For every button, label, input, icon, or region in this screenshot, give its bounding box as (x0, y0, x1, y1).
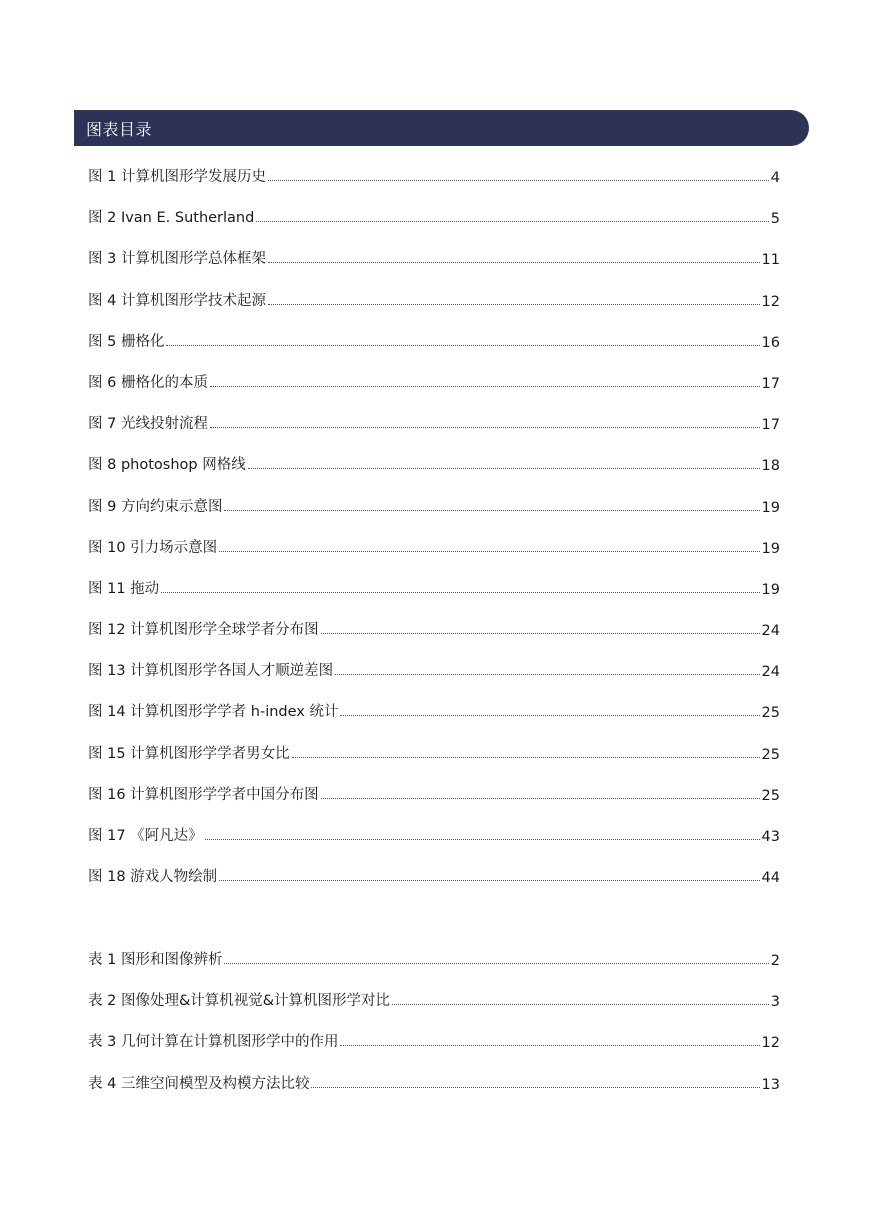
toc-entry-page: 19 (761, 540, 780, 557)
toc-entry-table-3[interactable] (88, 1027, 780, 1051)
toc-entry-page: 17 (761, 417, 780, 434)
dot-leader (224, 962, 768, 964)
toc-entry-page: 5 (770, 211, 780, 228)
toc-entry-label: 图 4 计算机图形学技术起源 (88, 292, 266, 309)
toc-entry-label: 表 1 图形和图像辨析 (88, 952, 223, 968)
toc-entry-page: 12 (761, 1035, 780, 1052)
toc-entry-figure-7[interactable] (88, 409, 780, 433)
toc-entry-figure-10[interactable] (88, 533, 780, 557)
dot-leader (210, 426, 760, 428)
dot-leader (219, 550, 759, 552)
toc-entry-table-2[interactable] (88, 986, 780, 1010)
toc-entry-table-4[interactable] (88, 1069, 780, 1093)
toc-entry-label: 图 2 Ivan E. Sutherland (88, 210, 255, 227)
section-title: 图表目录 (86, 119, 153, 139)
toc-entry-page: 17 (761, 375, 780, 392)
toc-entry-label: 图 13 计算机图形学各国人才顺逆差图 (88, 663, 334, 680)
toc-entry-label: 表 2 图像处理&计算机视觉&计算机图形学对比 (88, 993, 391, 1010)
toc-entry-label: 图 6 栅格化的本质 (88, 374, 208, 391)
toc-entry-page: 25 (761, 746, 780, 763)
toc-entry-label: 图 18 游戏人物绘制 (88, 869, 218, 886)
section-header-bar (74, 110, 809, 146)
toc-entry-page: 3 (770, 994, 780, 1011)
toc-entry-figure-4[interactable] (88, 286, 780, 310)
toc-entry-figure-17[interactable] (88, 821, 780, 845)
dot-leader (340, 1044, 759, 1046)
toc-entry-label: 图 12 计算机图形学全球学者分布图 (88, 622, 319, 639)
toc-entry-figure-5[interactable] (88, 327, 780, 351)
toc-entry-figure-1[interactable] (88, 162, 780, 186)
toc-entry-page: 2 (770, 953, 780, 969)
toc-entry-label: 图 5 栅格化 (88, 333, 165, 350)
toc-entry-figure-6[interactable] (88, 368, 780, 392)
toc-entry-page: 13 (761, 1076, 780, 1093)
toc-entry-page: 4 (770, 170, 780, 186)
dot-leader (268, 179, 769, 181)
dot-leader (224, 509, 759, 511)
toc-entry-page: 25 (761, 705, 780, 722)
dot-leader (311, 1086, 759, 1088)
toc-entry-figure-12[interactable] (88, 615, 780, 639)
dot-leader (161, 591, 759, 593)
toc-entry-label: 图 14 计算机图形学学者 h-index 统计 (88, 704, 339, 721)
table-list (88, 945, 780, 1110)
dot-leader (268, 261, 760, 263)
dot-leader (256, 220, 768, 222)
toc-entry-figure-3[interactable] (88, 244, 780, 268)
toc-entry-figure-15[interactable] (88, 739, 780, 763)
toc-entry-page: 19 (761, 499, 780, 516)
dot-leader (210, 385, 760, 387)
toc-entry-table-1[interactable] (88, 945, 780, 969)
toc-entry-figure-13[interactable] (88, 656, 780, 680)
dot-leader (248, 467, 760, 469)
toc-entry-label: 表 3 几何计算在计算机图形学中的作用 (88, 1034, 339, 1051)
dot-leader (292, 756, 760, 758)
toc-entry-page: 44 (761, 870, 780, 887)
dot-leader (340, 714, 759, 716)
toc-entry-label: 图 15 计算机图形学学者男女比 (88, 745, 290, 762)
toc-entry-page: 24 (761, 664, 780, 681)
toc-entry-page: 43 (761, 829, 780, 845)
toc-entry-label: 图 10 引力场示意图 (88, 539, 218, 556)
toc-entry-figure-8[interactable] (88, 450, 780, 474)
toc-entry-figure-2[interactable] (88, 203, 780, 227)
dot-leader (392, 1003, 769, 1005)
toc-entry-figure-9[interactable] (88, 492, 780, 516)
toc-entry-label: 图 16 计算机图形学学者中国分布图 (88, 786, 319, 803)
toc-entry-label: 图 1 计算机图形学发展历史 (88, 169, 266, 185)
toc-entry-page: 24 (761, 623, 780, 640)
figure-list (88, 162, 780, 903)
dot-leader (321, 797, 760, 799)
toc-entry-page: 11 (761, 252, 780, 269)
toc-entry-label: 图 7 光线投射流程 (88, 416, 208, 433)
toc-entry-label: 图 8 photoshop 网格线 (88, 457, 246, 474)
toc-entry-label: 表 4 三维空间模型及构模方法比较 (88, 1075, 310, 1092)
toc-entry-page: 25 (761, 787, 780, 804)
dot-leader (268, 303, 760, 305)
dot-leader (321, 632, 760, 634)
toc-entry-figure-18[interactable] (88, 862, 780, 886)
toc-entry-page: 19 (761, 581, 780, 598)
dot-leader (166, 344, 759, 346)
dot-leader (205, 838, 760, 840)
toc-entry-page: 12 (761, 293, 780, 310)
toc-entry-label: 图 3 计算机图形学总体框架 (88, 251, 266, 268)
dot-leader (335, 673, 759, 675)
dot-leader (219, 879, 759, 881)
toc-entry-figure-16[interactable] (88, 780, 780, 804)
toc-entry-label: 图 17 《阿凡达》 (88, 828, 203, 844)
toc-entry-figure-11[interactable] (88, 574, 780, 598)
toc-entry-label: 图 11 拖动 (88, 580, 160, 597)
toc-entry-page: 16 (761, 334, 780, 351)
toc-entry-figure-14[interactable] (88, 697, 780, 721)
toc-entry-page: 18 (761, 458, 780, 475)
toc-entry-label: 图 9 方向约束示意图 (88, 498, 223, 515)
